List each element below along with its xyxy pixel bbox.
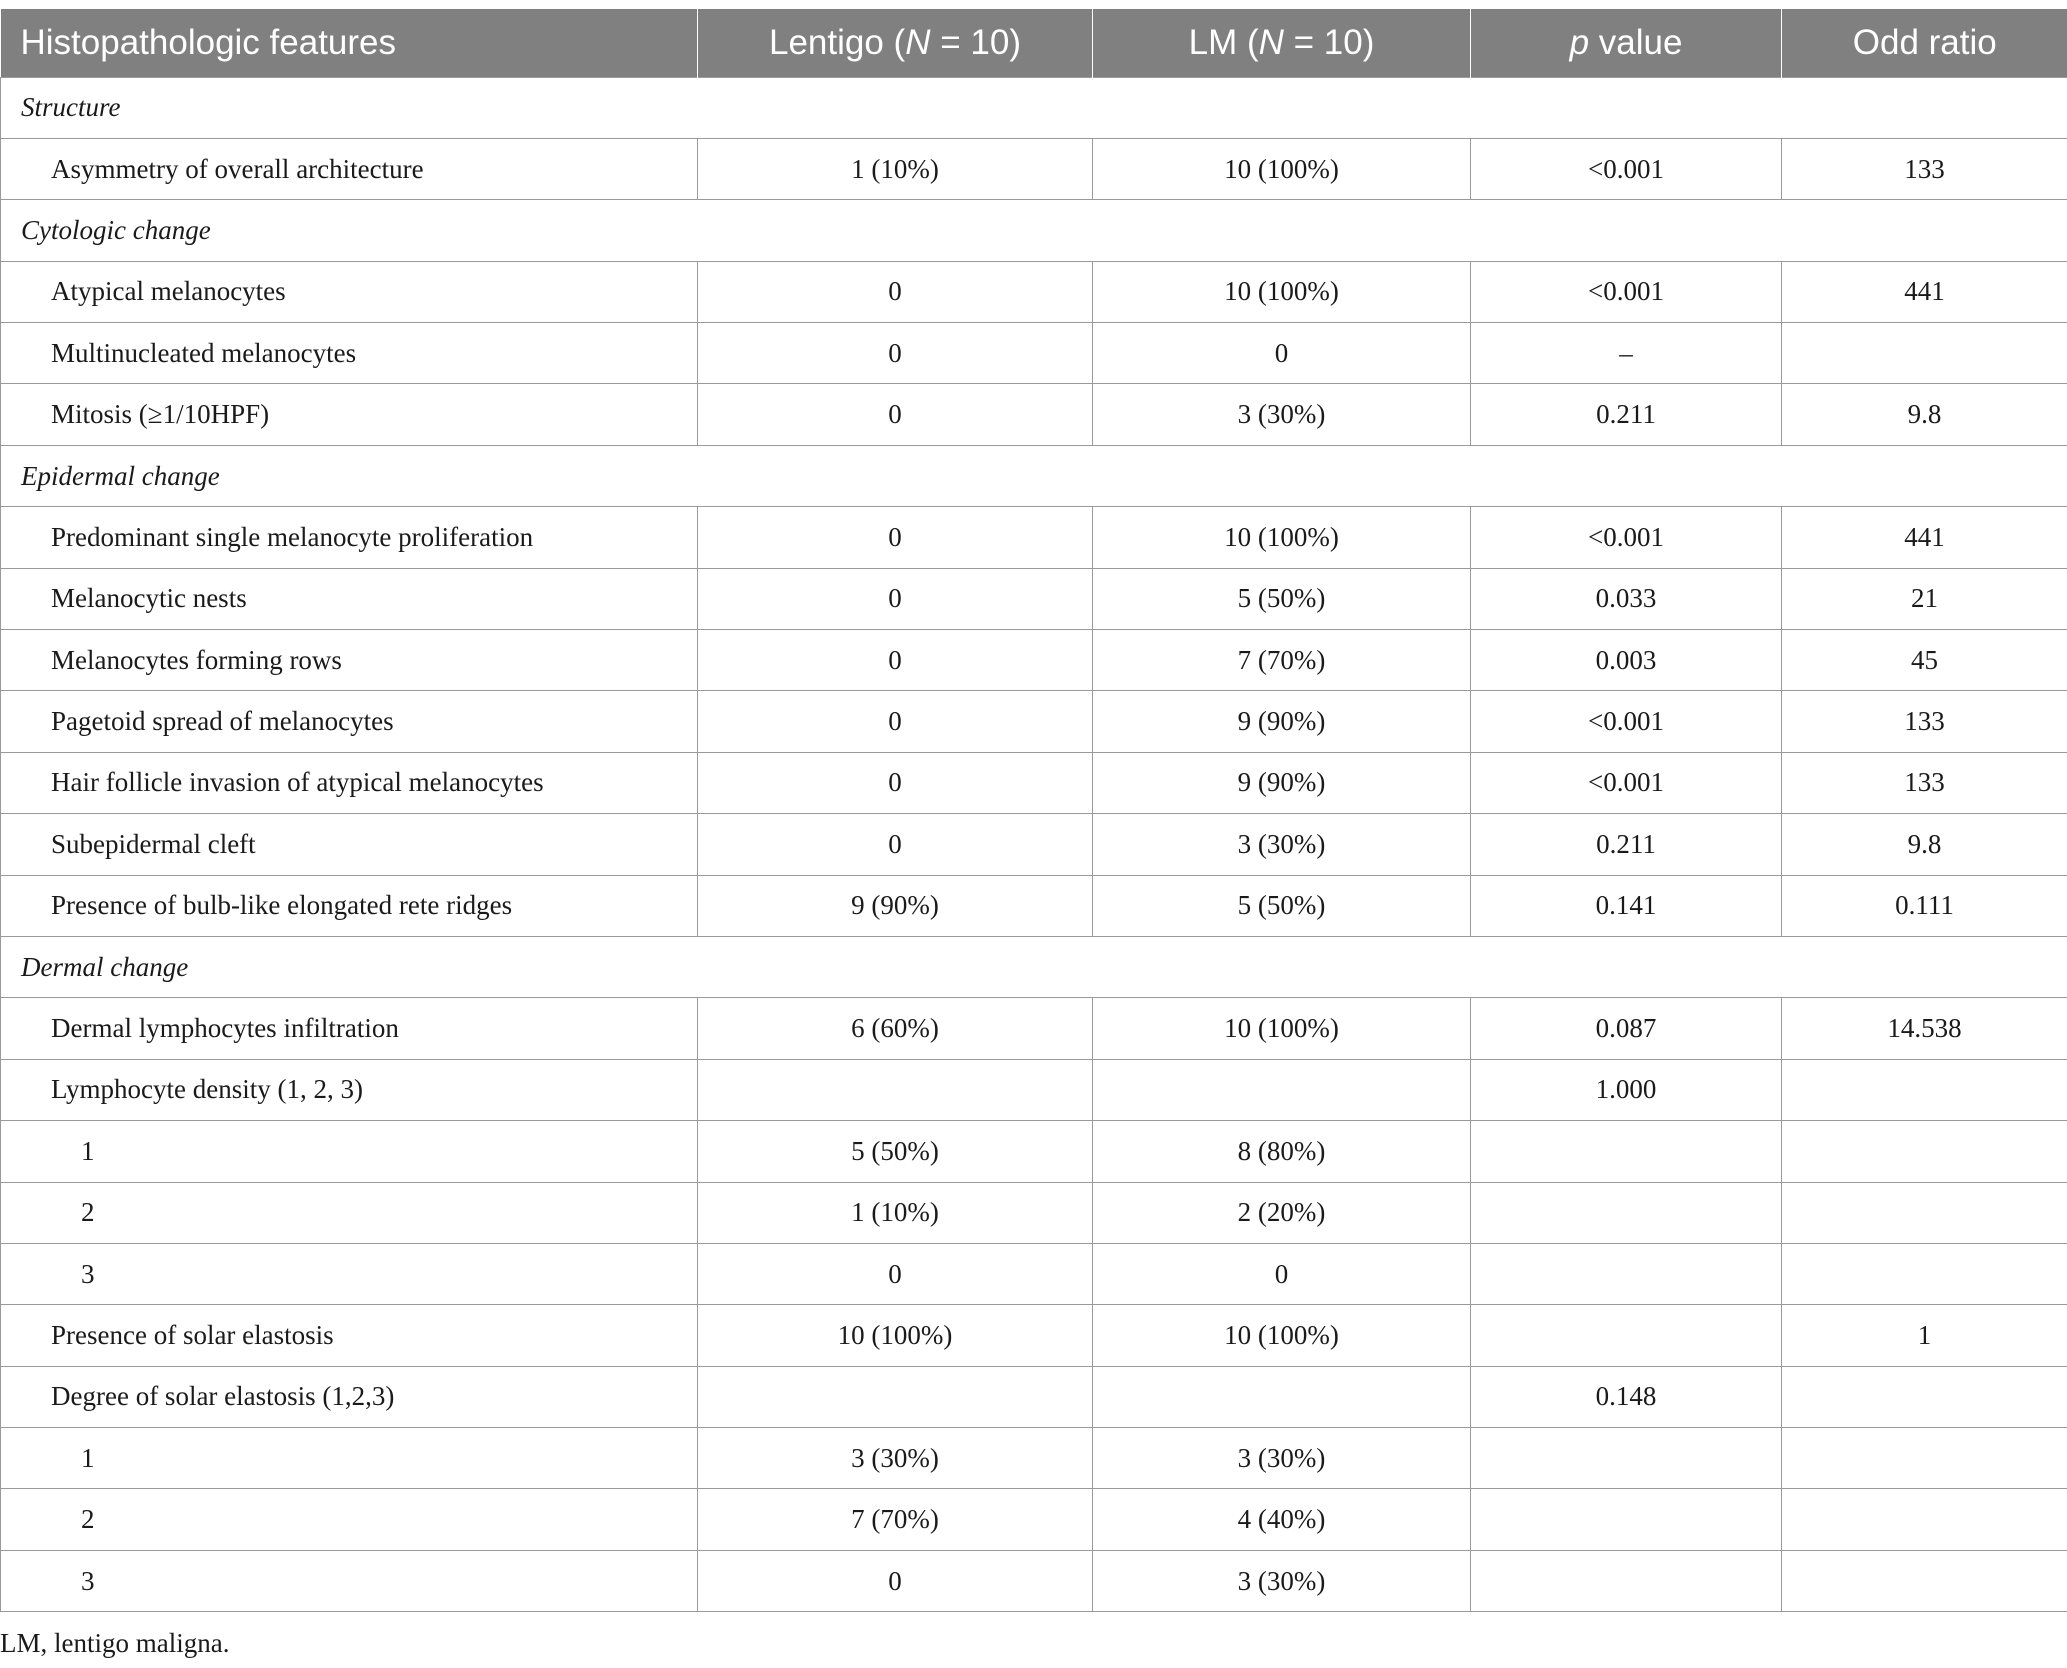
table-footnote: LM, lentigo maligna.	[0, 1628, 230, 1658]
header-lentigo: Lentigo (N = 10)	[698, 9, 1093, 77]
lm-cell: 0	[1093, 1243, 1471, 1304]
feature-cell: 1	[1, 1428, 698, 1489]
section-row	[1, 200, 2067, 261]
lm-cell: 10 (100%)	[1093, 507, 1471, 568]
p-value-cell	[1471, 1182, 1782, 1243]
lentigo-cell: 0	[698, 384, 1093, 445]
lm-cell: 10 (100%)	[1093, 998, 1471, 1059]
feature-cell: Melanocytic nests	[1, 568, 698, 629]
header-lm: LM (N = 10)	[1093, 9, 1471, 77]
feature-cell: Degree of solar elastosis (1,2,3)	[1, 1366, 698, 1427]
table-row	[1, 752, 2067, 813]
odd-ratio-cell	[1782, 1059, 2067, 1120]
lm-cell: 8 (80%)	[1093, 1121, 1471, 1182]
header-row	[1, 9, 2067, 77]
table-row	[1, 1121, 2067, 1182]
lm-cell: 4 (40%)	[1093, 1489, 1471, 1550]
lentigo-cell: 0	[698, 1550, 1093, 1611]
lentigo-cell: 5 (50%)	[698, 1121, 1093, 1182]
p-value-cell: <0.001	[1471, 507, 1782, 568]
section-row	[1, 445, 2067, 506]
odd-ratio-cell	[1782, 1182, 2067, 1243]
p-value-cell: <0.001	[1471, 691, 1782, 752]
table-row	[1, 1428, 2067, 1489]
feature-cell: 3	[1, 1243, 698, 1304]
odd-ratio-cell: 21	[1782, 568, 2067, 629]
lentigo-cell: 0	[698, 261, 1093, 322]
odd-ratio-cell	[1782, 323, 2067, 384]
p-value-cell	[1471, 1121, 1782, 1182]
p-value-cell: 0.033	[1471, 568, 1782, 629]
histopathology-table	[0, 9, 2067, 1612]
lm-cell	[1093, 1366, 1471, 1427]
p-value-cell: 1.000	[1471, 1059, 1782, 1120]
table-row	[1, 1243, 2067, 1304]
odd-ratio-cell: 133	[1782, 138, 2067, 199]
lentigo-cell: 0	[698, 323, 1093, 384]
odd-ratio-cell	[1782, 1121, 2067, 1182]
table-row	[1, 630, 2067, 691]
lentigo-cell: 9 (90%)	[698, 875, 1093, 936]
section-heading: Cytologic change	[1, 200, 2067, 261]
lentigo-cell: 7 (70%)	[698, 1489, 1093, 1550]
odd-ratio-cell: 14.538	[1782, 998, 2067, 1059]
p-value-cell: <0.001	[1471, 138, 1782, 199]
table-row	[1, 1489, 2067, 1550]
feature-cell: Subepidermal cleft	[1, 814, 698, 875]
table-body	[1, 77, 2067, 1612]
table-row	[1, 384, 2067, 445]
feature-cell: Pagetoid spread of melanocytes	[1, 691, 698, 752]
feature-cell: Dermal lymphocytes infiltration	[1, 998, 698, 1059]
lentigo-cell: 0	[698, 1243, 1093, 1304]
table-header	[1, 9, 2067, 77]
p-value-cell	[1471, 1489, 1782, 1550]
section-heading: Dermal change	[1, 936, 2067, 997]
p-value-cell	[1471, 1550, 1782, 1611]
lm-cell	[1093, 1059, 1471, 1120]
odd-ratio-cell: 133	[1782, 691, 2067, 752]
lm-cell: 3 (30%)	[1093, 1428, 1471, 1489]
feature-cell: Presence of bulb-like elongated rete ridges	[1, 875, 698, 936]
lentigo-cell: 10 (100%)	[698, 1305, 1093, 1366]
table-row	[1, 138, 2067, 199]
odd-ratio-cell	[1782, 1489, 2067, 1550]
odd-ratio-cell	[1782, 1550, 2067, 1611]
odd-ratio-cell: 9.8	[1782, 814, 2067, 875]
section-heading: Epidermal change	[1, 445, 2067, 506]
lm-cell: 10 (100%)	[1093, 261, 1471, 322]
p-value-cell: 0.148	[1471, 1366, 1782, 1427]
lentigo-cell	[698, 1059, 1093, 1120]
odd-ratio-cell: 0.111	[1782, 875, 2067, 936]
odd-ratio-cell: 441	[1782, 507, 2067, 568]
odd-ratio-cell	[1782, 1428, 2067, 1489]
odd-ratio-cell: 441	[1782, 261, 2067, 322]
table-row	[1, 507, 2067, 568]
lm-cell: 7 (70%)	[1093, 630, 1471, 691]
feature-cell: 3	[1, 1550, 698, 1611]
table-row	[1, 1366, 2067, 1427]
p-value-cell	[1471, 1305, 1782, 1366]
feature-cell: Asymmetry of overall architecture	[1, 138, 698, 199]
lentigo-cell	[698, 1366, 1093, 1427]
table-row	[1, 998, 2067, 1059]
lentigo-cell: 0	[698, 814, 1093, 875]
header-features: Histopathologic features	[20, 22, 396, 62]
lm-cell: 9 (90%)	[1093, 752, 1471, 813]
table-row	[1, 1059, 2067, 1120]
feature-cell: Atypical melanocytes	[1, 261, 698, 322]
odd-ratio-cell: 133	[1782, 752, 2067, 813]
table-row	[1, 568, 2067, 629]
p-value-cell: 0.141	[1471, 875, 1782, 936]
lentigo-cell: 0	[698, 752, 1093, 813]
p-value-cell: 0.211	[1471, 814, 1782, 875]
p-value-cell	[1471, 1243, 1782, 1304]
table-row	[1, 814, 2067, 875]
lm-cell: 9 (90%)	[1093, 691, 1471, 752]
table-row	[1, 875, 2067, 936]
table-row	[1, 261, 2067, 322]
feature-cell: Presence of solar elastosis	[1, 1305, 698, 1366]
lm-cell: 3 (30%)	[1093, 384, 1471, 445]
odd-ratio-cell	[1782, 1243, 2067, 1304]
odd-ratio-cell: 9.8	[1782, 384, 2067, 445]
odd-ratio-cell	[1782, 1366, 2067, 1427]
lentigo-cell: 1 (10%)	[698, 1182, 1093, 1243]
lm-cell: 5 (50%)	[1093, 875, 1471, 936]
p-value-cell: <0.001	[1471, 261, 1782, 322]
feature-cell: Multinucleated melanocytes	[1, 323, 698, 384]
feature-cell: Mitosis (≥1/10HPF)	[1, 384, 698, 445]
table-row	[1, 691, 2067, 752]
feature-cell: Predominant single melanocyte proliferation	[1, 507, 698, 568]
p-value-cell: –	[1471, 323, 1782, 384]
p-value-cell: <0.001	[1471, 752, 1782, 813]
odd-ratio-cell: 1	[1782, 1305, 2067, 1366]
odd-ratio-cell: 45	[1782, 630, 2067, 691]
lentigo-cell: 0	[698, 691, 1093, 752]
lentigo-cell: 3 (30%)	[698, 1428, 1093, 1489]
section-heading: Structure	[1, 77, 2067, 138]
feature-cell: 2	[1, 1182, 698, 1243]
p-value-cell: 0.211	[1471, 384, 1782, 445]
lentigo-cell: 0	[698, 507, 1093, 568]
feature-cell: 2	[1, 1489, 698, 1550]
feature-cell: 1	[1, 1121, 698, 1182]
header-odd-ratio: Odd ratio	[1782, 9, 2067, 77]
table-row	[1, 1305, 2067, 1366]
feature-cell: Melanocytes forming rows	[1, 630, 698, 691]
lm-cell: 3 (30%)	[1093, 814, 1471, 875]
table-row	[1, 1550, 2067, 1611]
lm-cell: 0	[1093, 323, 1471, 384]
lm-cell: 2 (20%)	[1093, 1182, 1471, 1243]
p-value-cell	[1471, 1428, 1782, 1489]
table-row	[1, 323, 2067, 384]
lentigo-cell: 1 (10%)	[698, 138, 1093, 199]
p-value-cell: 0.087	[1471, 998, 1782, 1059]
header-p-value: p value	[1471, 9, 1782, 77]
table-row	[1, 1182, 2067, 1243]
lentigo-cell: 0	[698, 630, 1093, 691]
feature-cell: Lymphocyte density (1, 2, 3)	[1, 1059, 698, 1120]
p-value-cell: 0.003	[1471, 630, 1782, 691]
section-row	[1, 936, 2067, 997]
lm-cell: 10 (100%)	[1093, 1305, 1471, 1366]
feature-cell: Hair follicle invasion of atypical melanocytes	[1, 752, 698, 813]
lentigo-cell: 0	[698, 568, 1093, 629]
lentigo-cell: 6 (60%)	[698, 998, 1093, 1059]
lm-cell: 5 (50%)	[1093, 568, 1471, 629]
section-row	[1, 77, 2067, 138]
lm-cell: 10 (100%)	[1093, 138, 1471, 199]
lm-cell: 3 (30%)	[1093, 1550, 1471, 1611]
